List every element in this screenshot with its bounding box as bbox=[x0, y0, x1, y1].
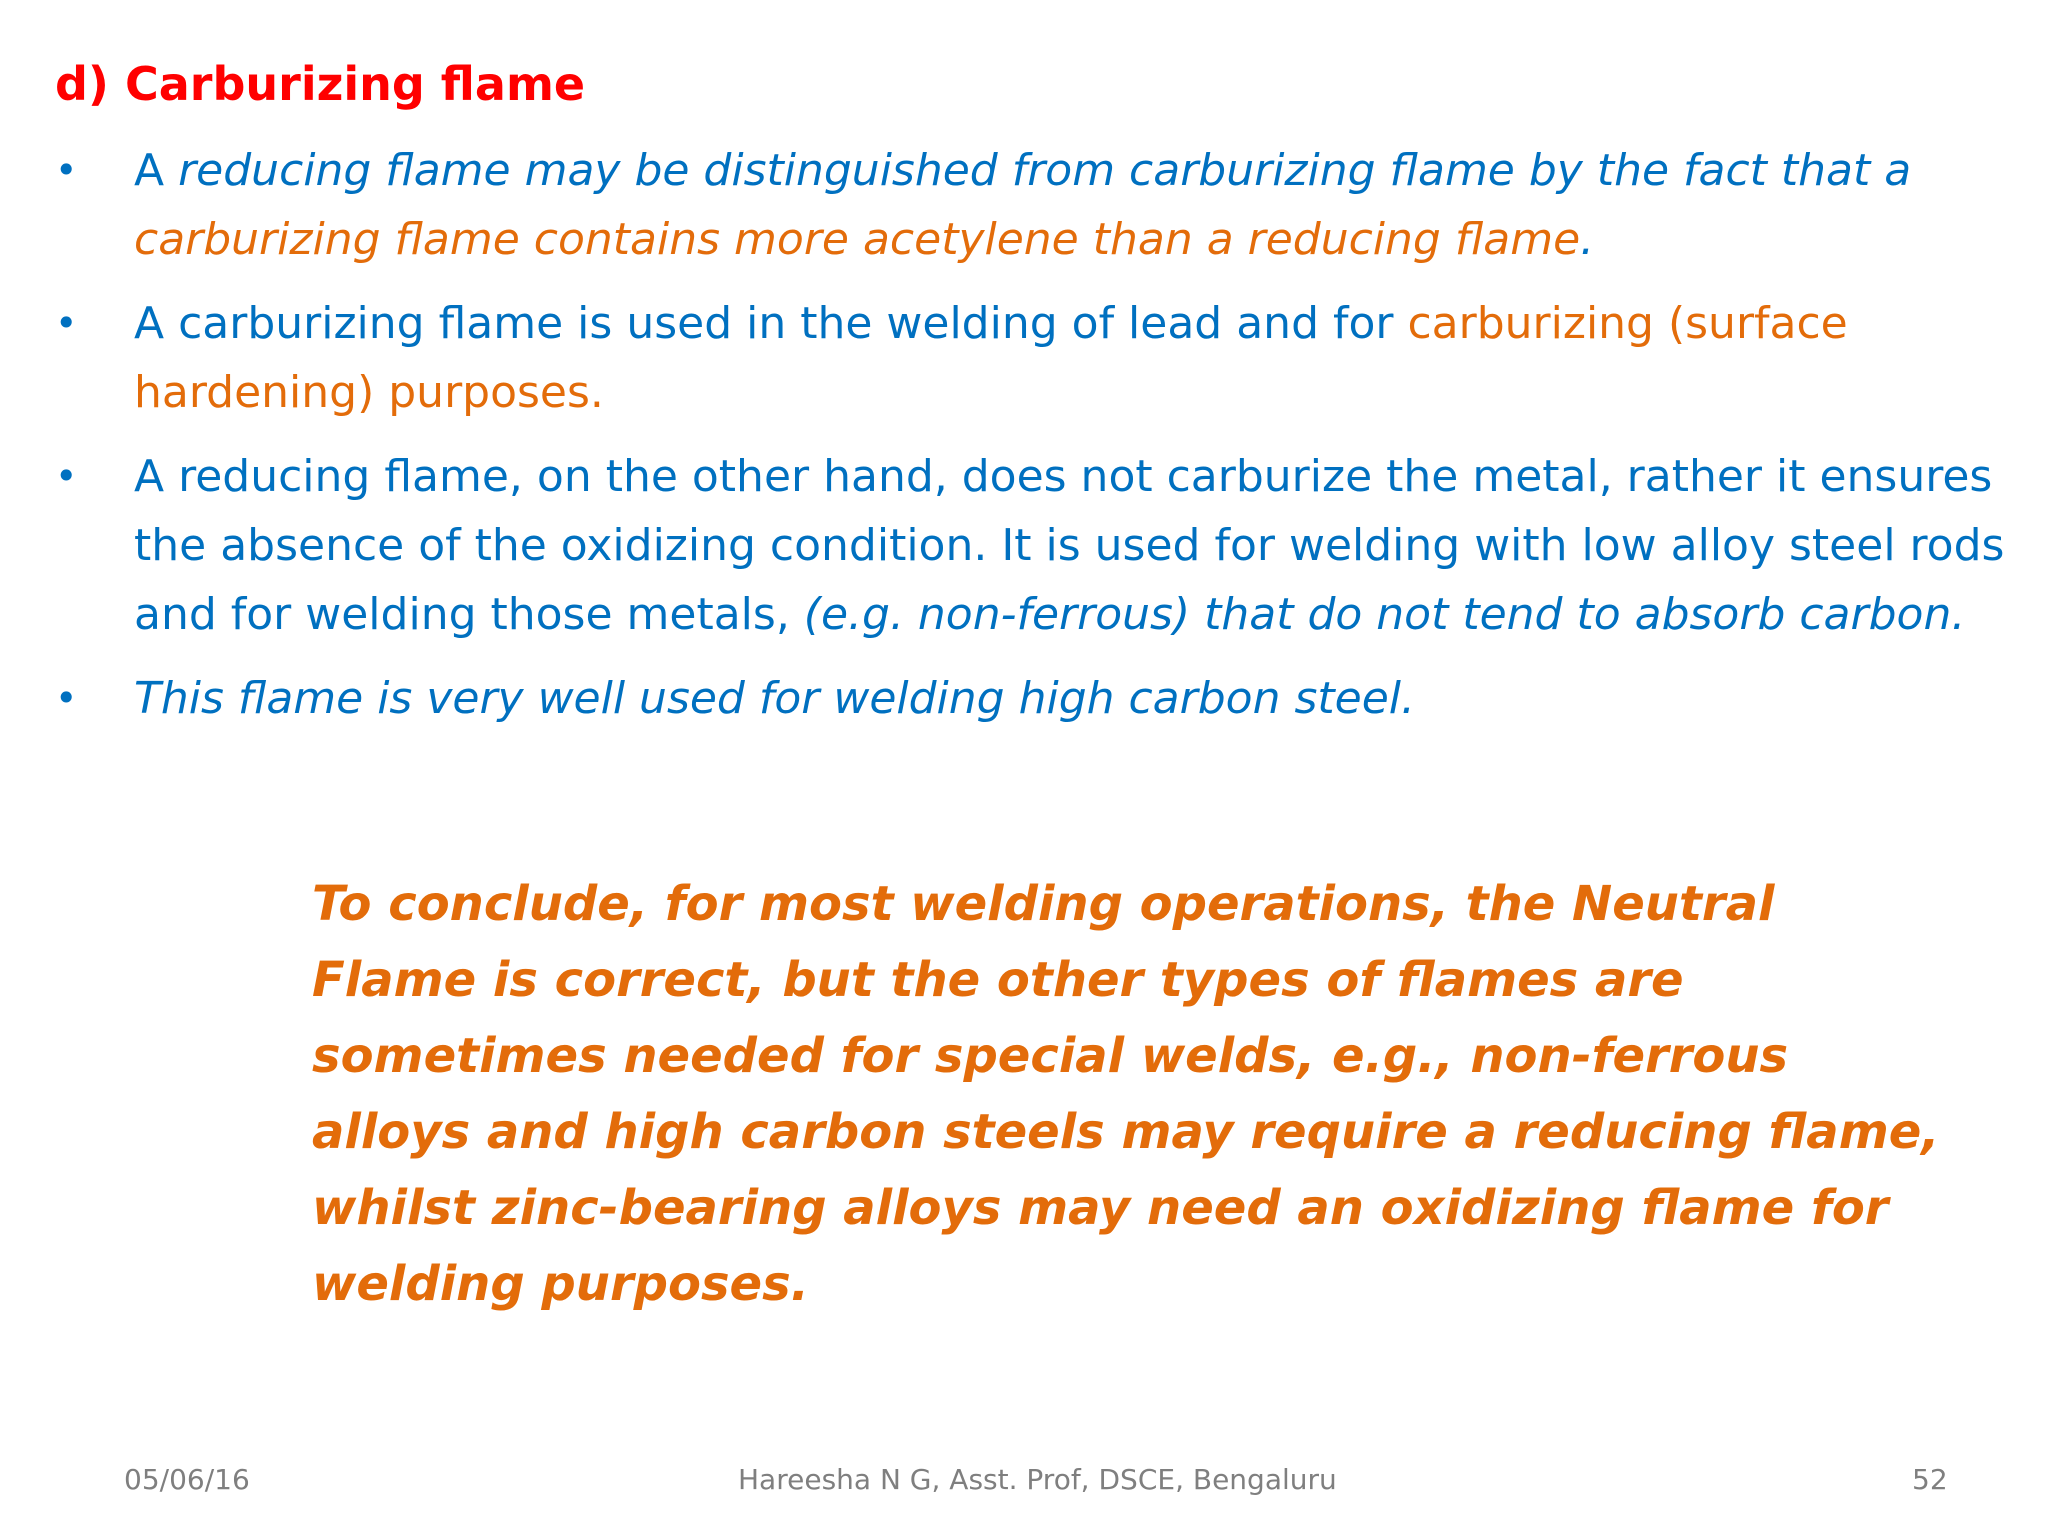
bullet-item bbox=[55, 442, 2015, 649]
bullet-segment-highlight: carburizing flame contains more acetylene than a reducing flame bbox=[134, 214, 1581, 265]
bullet-dot-icon: • bbox=[55, 454, 78, 498]
bullet-text bbox=[134, 451, 2004, 640]
bullet-list bbox=[55, 136, 2015, 748]
bullet-dot-icon: • bbox=[55, 301, 78, 345]
bullet-segment: A bbox=[134, 145, 179, 196]
bullet-segment: (e.g. non-ferrous) that do not tend to absorb carbon. bbox=[803, 589, 1966, 640]
bullet-segment: A reducing flame, on the other hand, does not carburize the metal, rather it ensures the absence of the oxidizing condition. It is used for welding with low alloy steel rods and for welding those metals, bbox=[134, 451, 2005, 640]
conclusion-text: To conclude, for most welding operations, the Neutral Flame is correct, but the other types of flames are sometimes needed for special welds, e.g., non-ferrous alloys and high carbon steels may require a reducing flame, whilst zinc-bearing alloys may need an oxidizing flame for welding purposes. bbox=[312, 876, 1940, 1312]
bullet-segment-highlight: carburizing (surface hardening) purposes. bbox=[134, 298, 1848, 418]
bullet-item bbox=[55, 289, 2015, 427]
bullet-segment: This flame is very well used for welding high carbon steel. bbox=[134, 673, 1415, 724]
footer-date: 05/06/16 bbox=[124, 1463, 250, 1496]
bullet-item bbox=[55, 664, 2015, 733]
footer-page-number: 52 bbox=[1912, 1463, 1948, 1496]
bullet-segment: . bbox=[1580, 214, 1595, 265]
slide-title: d) Carburizing flame bbox=[55, 57, 586, 111]
footer-author: Hareesha N G, Asst. Prof, DSCE, Bengaluru bbox=[738, 1463, 1337, 1496]
bullet-dot-icon: • bbox=[55, 676, 78, 720]
bullet-segment: A carburizing flame is used in the welding of lead and for bbox=[134, 298, 1408, 349]
bullet-item bbox=[55, 136, 2015, 274]
bullet-segment: reducing flame may be distinguished from carburizing flame by the fact that a bbox=[178, 145, 1912, 196]
bullet-text bbox=[134, 298, 1848, 418]
bullet-dot-icon: • bbox=[55, 148, 78, 192]
bullet-text bbox=[134, 145, 1911, 265]
bullet-text bbox=[134, 673, 1415, 724]
